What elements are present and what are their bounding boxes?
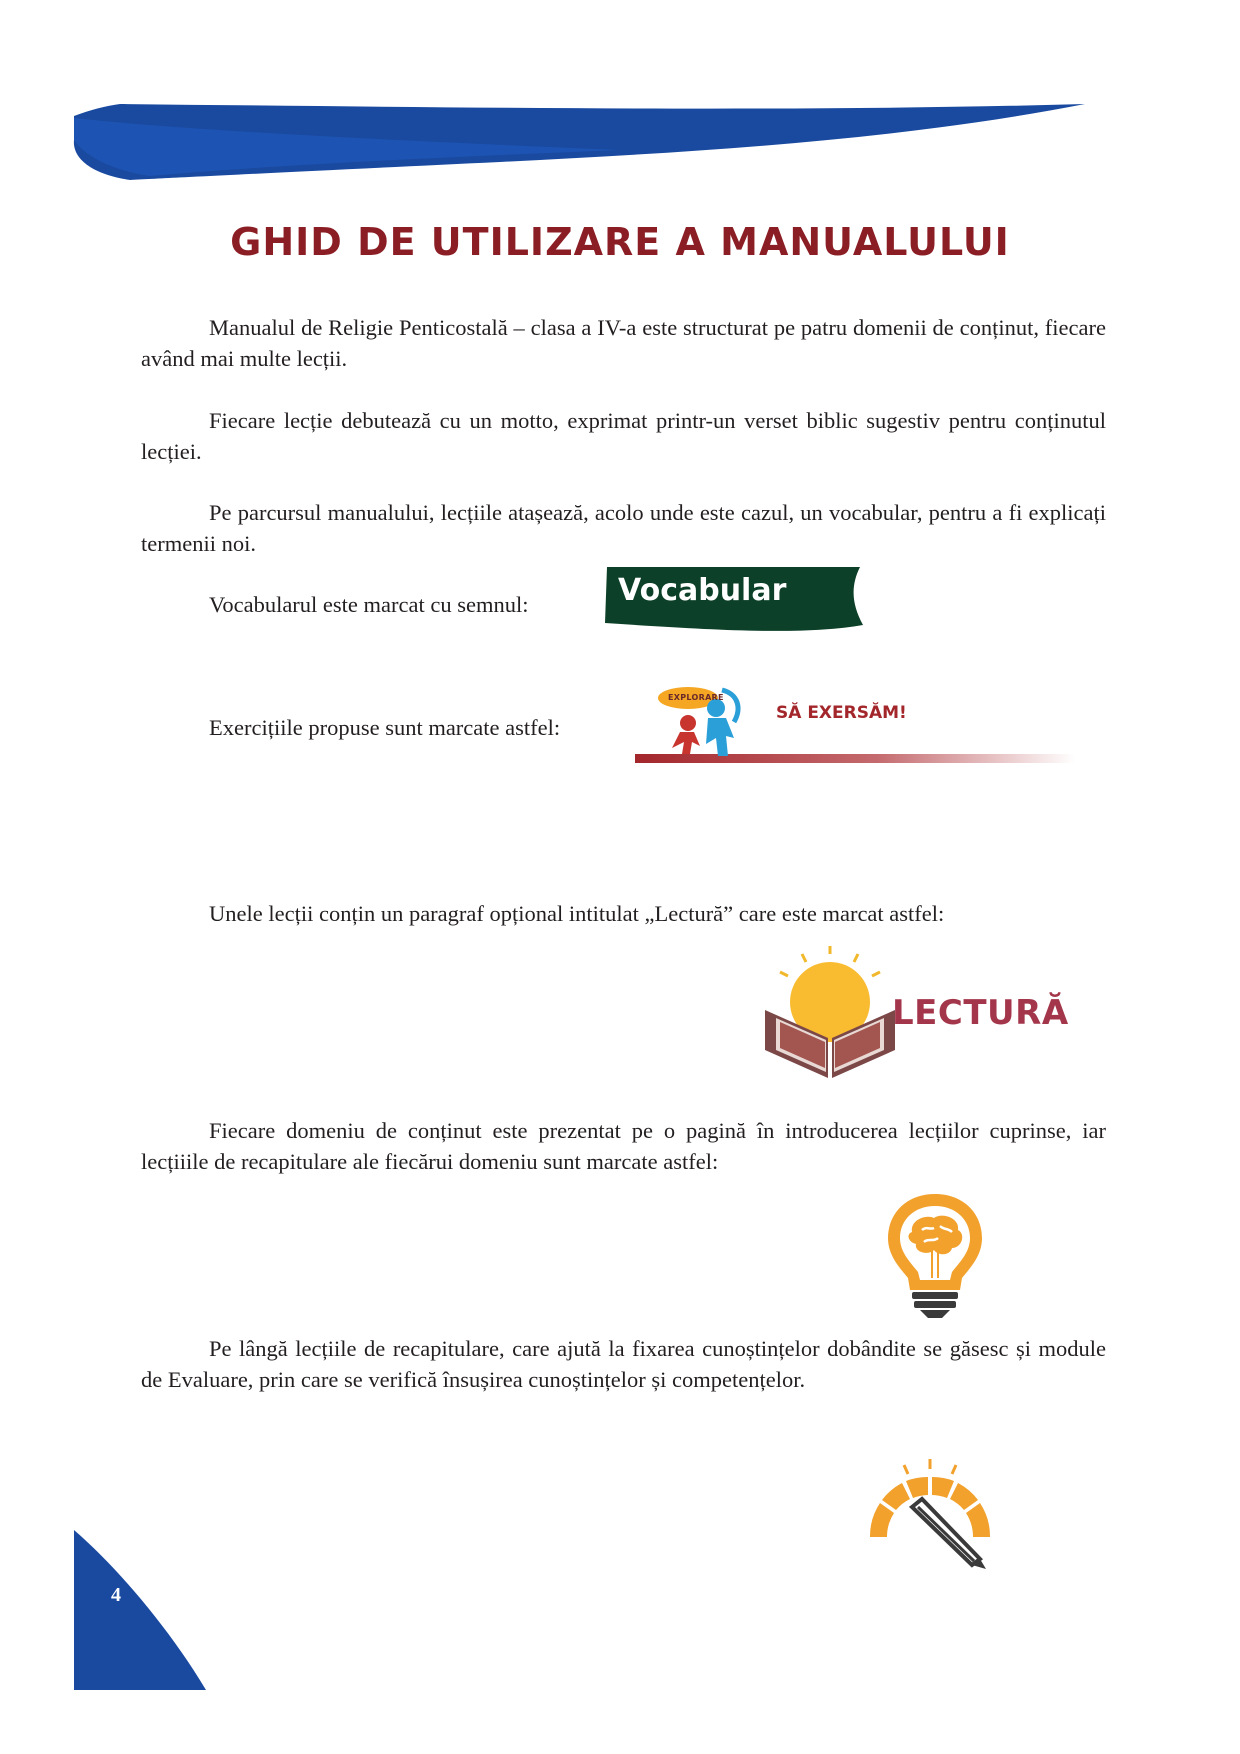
vocabulary-badge-text: Vocabular [618,573,787,608]
paragraph-evaluation [141,1333,1106,1395]
exercises-badge-text: SĂ EXERSĂM! [776,703,907,723]
pencil-gauge-icon [860,1455,1000,1570]
page-title: GHID DE UTILIZARE A MANUALULUI [230,220,1010,264]
paragraph-text: Fiecare lecție debutează cu un motto, exprimat printr-un verset biblic sugestiv pentru conținutul lecției. [141,408,1106,464]
paragraph-text: Fiecare domeniu de conținut este prezentat pe o pagină în introducerea lecțiilor cuprinse, iar lecțiiile de recapitulare ale fiecărui domeniu sunt marcate astfel: [141,1118,1106,1174]
vocabulary-label: Vocabularul este marcat cu semnul: [209,592,529,617]
exercises-label: Exercițiile propuse sunt marcate astfel: [209,715,561,740]
paragraph-text: Pe lângă lecțiile de recapitulare, care ajută la fixarea cunoștințelor dobândite se găsesc și module de Evaluare, prin care se verifică însușirea cunoștințelor și competențelor. [141,1336,1106,1392]
paragraph-vocabulary [141,497,1106,559]
reading-label: Unele lecții conțin un paragraf opțional intitulat „Lectură” care este marcat astfel: [209,901,945,926]
header-swoosh-banner [0,0,1240,200]
reading-badge-text: LECTURĂ [892,993,1069,1033]
paragraph-text: Manualul de Religie Penticostală – clasa a IV-a este structurat pe patru domenii de conținut, fiecare având mai multe lecții. [141,315,1106,371]
paragraph-motto [141,405,1106,467]
paragraph-structure [141,312,1106,374]
book-sun-icon [760,940,900,1080]
paragraph-text: Pe parcursul manualului, lecțiile atașează, acolo unde este cazul, un vocabular, pentru a fi explicați termenii noi. [141,500,1106,556]
explore-label: EXPLORARE [668,693,724,702]
page-corner-triangle [0,1530,220,1754]
page-number: 4 [111,1584,121,1606]
paragraph-review [141,1115,1106,1177]
lightbulb-brain-icon [880,1190,990,1320]
